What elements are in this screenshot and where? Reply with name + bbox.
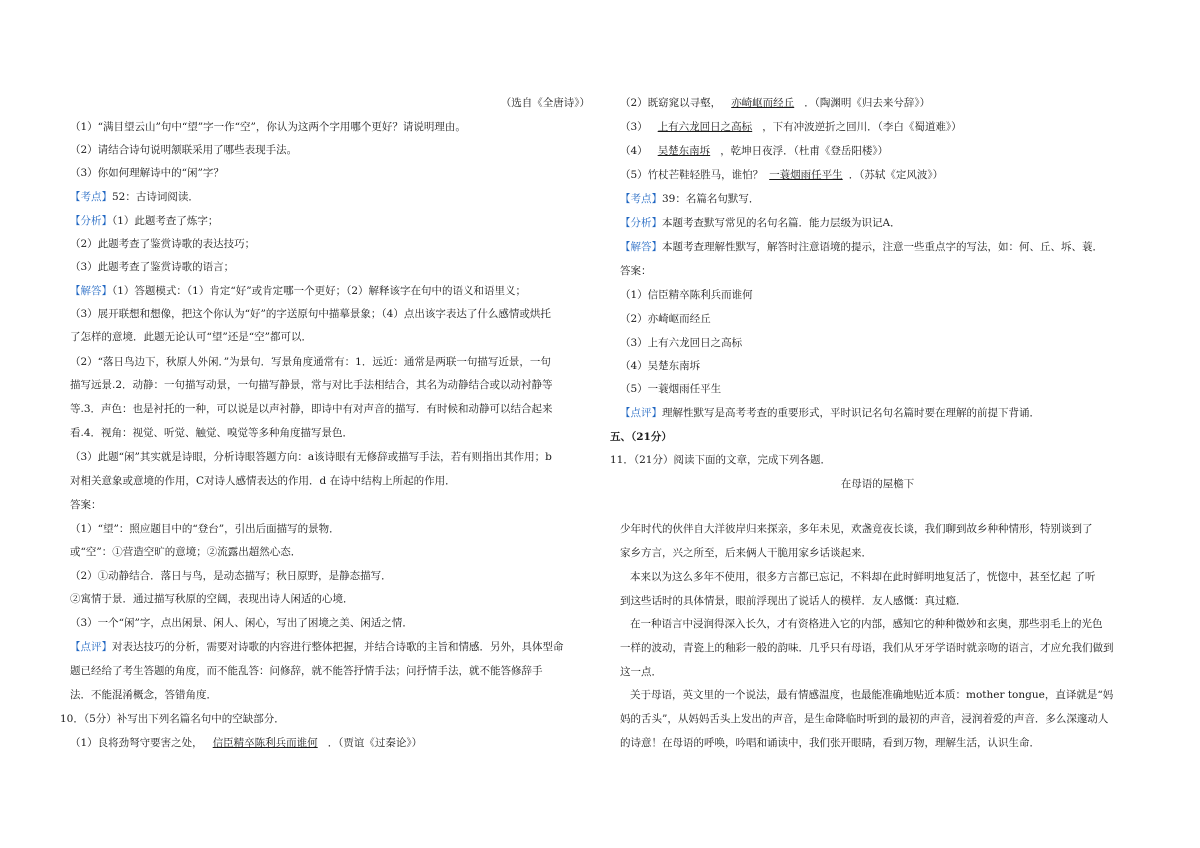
fill-2-pre: （2）既窈窕以寻壑，	[620, 97, 722, 109]
article-title: 在母语的屋檐下	[840, 478, 915, 490]
para-4-line-1: 关于母语，英文里的一个说法，最有情感温度，也最能准确地贴近本质：mother tongue，直译就是“妈	[630, 689, 1114, 701]
question-2: （2）请结合诗句说明颔联采用了哪些表现手法。	[70, 144, 298, 156]
kaodian-tag: 【考点】	[70, 191, 112, 203]
answer-3: （3）一个“闲”字，点出闲景、闲人、闲心，写出了困境之美、闲适之情．	[70, 617, 413, 629]
fill-4-post: ，乾坤日夜浮．（杜甫《登岳阳楼》）	[720, 145, 889, 157]
fill-4-blank: 吴楚东南坼	[657, 145, 711, 157]
r-jieda-tag: 【解答】	[620, 241, 662, 253]
fill-2-post: ．（陶渊明《归去来兮辞》）	[804, 97, 931, 109]
fill-5-blank: 一蓑烟雨任平生	[769, 169, 843, 181]
fenxi-row	[70, 214, 218, 228]
fill-5-post: ．（苏轼《定风波》）	[848, 169, 944, 181]
jieda-3a: （3）此题“闲”其实就是诗眼，分析诗眼答题方向：a该诗眼有无修辞或描写手法，若有则指出其作用；b	[70, 451, 552, 463]
fill-item-3	[620, 120, 962, 134]
r-answer-3: （3）上有六龙回日之高标	[620, 337, 743, 349]
answer-2a: （2）①动静结合．落日与鸟，是动态描写；秋日原野，是静态描写．	[70, 570, 392, 582]
question-3: （3）你如何理解诗中的“闲”字？	[70, 167, 224, 179]
para-1-line-2: 家乡方言，兴之所至，后来俩人干脆用家乡话谈起来．	[620, 547, 872, 559]
para-3-line-1: 在一种语言中浸润得深入长久，才有资格进入它的内部，感知它的种种微妙和玄奥，那些羽毛上的光色	[630, 618, 1103, 630]
answer-label: 答案：	[70, 499, 102, 511]
r-dianping-tag: 【点评】	[620, 407, 662, 419]
jieda-1b: （3）展开联想和想像，把这个你认为“好”的字送原句中描摹景象；（4）点出该字表达了什么感情或烘托	[70, 308, 551, 320]
q10-1-pre: （1）良将劲弩守要害之处，	[70, 737, 203, 749]
para-2-line-1: 本来以为这么多年不使用，很多方言都已忘记，不料却在此时鲜明地复活了，恍惚中，甚至忆起 了听	[630, 571, 1096, 583]
fill-item-4	[620, 144, 888, 158]
fenxi-tag: 【分析】	[70, 215, 112, 227]
r-jieda-row	[620, 240, 1103, 254]
r-kaodian-text: 39：名篇名句默写．	[662, 193, 760, 205]
jieda-1c: 了怎样的意境．此题无论认可“望”还是“空”都可以．	[70, 331, 312, 343]
dianping-b: 题已经给了考生答题的角度，而不能乱答：问修辞，就不能答抒情手法；问抒情手法，就不能答修辞手	[70, 665, 543, 677]
section-five-heading: 五、（21分）	[610, 431, 672, 443]
answer-2b: ②寓情于景．通过描写秋原的空阔，表现出诗人闲适的心境．	[70, 593, 354, 605]
jieda-tag: 【解答】	[70, 285, 112, 297]
jieda-2d: 看.4．视角：视觉、听觉、触觉、嗅觉等多种角度描写景色．	[70, 427, 354, 439]
para-3-line-3: 这一点．	[620, 666, 662, 678]
fill-3-blank: 上有六龙回日之高标	[657, 121, 753, 133]
question-11: 11．（21分）阅读下面的文章，完成下列各题．	[610, 454, 831, 466]
r-dianping-row	[620, 406, 1040, 420]
para-2-line-2: 到这些话时的具体情景，眼前浮现出了说话人的模样．友人感慨：真过瘾．	[620, 595, 967, 607]
dianping-c: 法．不能混淆概念，答错角度．	[70, 689, 217, 701]
fenxi-1: （1）此题考查了炼字；	[112, 215, 219, 227]
poem-source: （选自《全唐诗》）	[500, 97, 590, 109]
fill-3-post: ，下有冲波逆折之回川．（李白《蜀道难》）	[762, 121, 962, 133]
para-4-line-2: 妈的舌头”，从妈妈舌头上发出的声音，是生命降临时听到的最初的声音，浸润着爱的声音．多么深邃动人	[620, 713, 1109, 725]
jieda-2c: 等.3．声色：也是衬托的一种，可以说是以声衬静，即诗中有对声音的描写．有时候和动静可以结合起来	[70, 403, 553, 415]
fill-item-2	[620, 96, 930, 110]
r-answer-label: 答案：	[620, 265, 652, 277]
para-1-line-1: 少年时代的伙伴自大洋彼岸归来探亲，多年未见，欢盏竟夜长谈，我们聊到故乡种种情形，特别谈到了	[620, 523, 1093, 535]
r-fenxi-row	[620, 216, 901, 230]
answer-1a: （1）“望”：照应题目中的“登台”，引出后面描写的景物．	[70, 523, 340, 535]
jieda-row	[70, 284, 526, 298]
fill-3-pre: （3）	[620, 121, 648, 133]
r-kaodian-tag: 【考点】	[620, 193, 662, 205]
dianping-a: 对表达技巧的分析，需要对诗歌的内容进行整体把握，并结合诗歌的主旨和情感．另外，具体型命	[112, 641, 564, 653]
r-kaodian-row	[620, 192, 759, 206]
kaodian-text: 52：古诗词阅读．	[112, 191, 199, 203]
jieda-2b: 描写远景.2．动静：一句描写动景，一句描写静景，常与对比手法相结合，其名为动静结合或以动衬静等	[70, 379, 553, 391]
dianping-tag: 【点评】	[70, 641, 112, 653]
q10-item-1	[70, 736, 422, 750]
fill-4-pre: （4）	[620, 145, 648, 157]
r-fenxi-tag: 【分析】	[620, 217, 662, 229]
dianping-row	[70, 640, 564, 654]
fenxi-2: （2）此题考查了鉴赏诗歌的表达技巧；	[70, 238, 256, 250]
r-fenxi-text: 本题考查默写常见的名句名篇．能力层级为识记A．	[662, 217, 901, 229]
fill-2-blank: 亦崎岖而经丘	[731, 97, 795, 109]
r-answer-5: （5）一蓑烟雨任平生	[620, 383, 722, 395]
fill-5-pre: （5）竹杖芒鞋轻胜马，谁怕？	[620, 169, 764, 181]
fenxi-3: （3）此题考查了鉴赏诗歌的语言；	[70, 261, 235, 273]
para-3-line-2: 一样的波动，青瓷上的釉彩一般的韵味．几乎只有母语，我们从牙牙学语时就亲吻的语言，才应允我们做到	[620, 642, 1114, 654]
q10-1-blank: 信臣精卒陈利兵而谁何	[212, 737, 318, 749]
r-dianping-text: 理解性默写是高考考查的重要形式，平时识记名句名篇时要在理解的前提下背诵．	[662, 407, 1040, 419]
kaodian-row	[70, 190, 199, 204]
jieda-2a: （2）“落日鸟边下，秋原人外闲．”为景句．写景角度通常有：1．远近：通常是两联一句描写近景，一句	[70, 356, 551, 368]
r-answer-4: （4）吴楚东南坼	[620, 360, 701, 372]
q10-1-post: ．（贾谊《过秦论》）	[327, 737, 423, 749]
r-jieda-text: 本题考查理解性默写，解答时注意语境的提示，注意一些重点字的写法，如：何、丘、坼、蓑．	[662, 241, 1103, 253]
fill-item-5	[620, 168, 943, 182]
question-1: （1）“满目望云山”句中“望”字一作“空”，你认为这两个字用哪个更好？请说明理由。	[70, 121, 466, 133]
jieda-1a: （1）答题模式：（1）肯定“好”或肯定哪一个更好；（2）解释该字在句中的语义和语里义；	[112, 285, 527, 297]
r-answer-1: （1）信臣精卒陈利兵而谁何	[620, 289, 753, 301]
question-10: 10．（5分）补写出下列名篇名句中的空缺部分．	[60, 713, 285, 725]
para-4-line-3: 的诗意！在母语的呼唤，吟唱和诵读中，我们张开眼睛，看到万物，理解生活，认识生命．	[620, 737, 1040, 749]
jieda-3b: 对相关意象或意境的作用，C对诗人感情表达的作用．d 在诗中结构上所起的作用．	[70, 475, 456, 487]
r-answer-2: （2）亦崎岖而经丘	[620, 313, 711, 325]
answer-1b: 或“空”：①营造空旷的意境；②流露出超然心态．	[70, 546, 302, 558]
